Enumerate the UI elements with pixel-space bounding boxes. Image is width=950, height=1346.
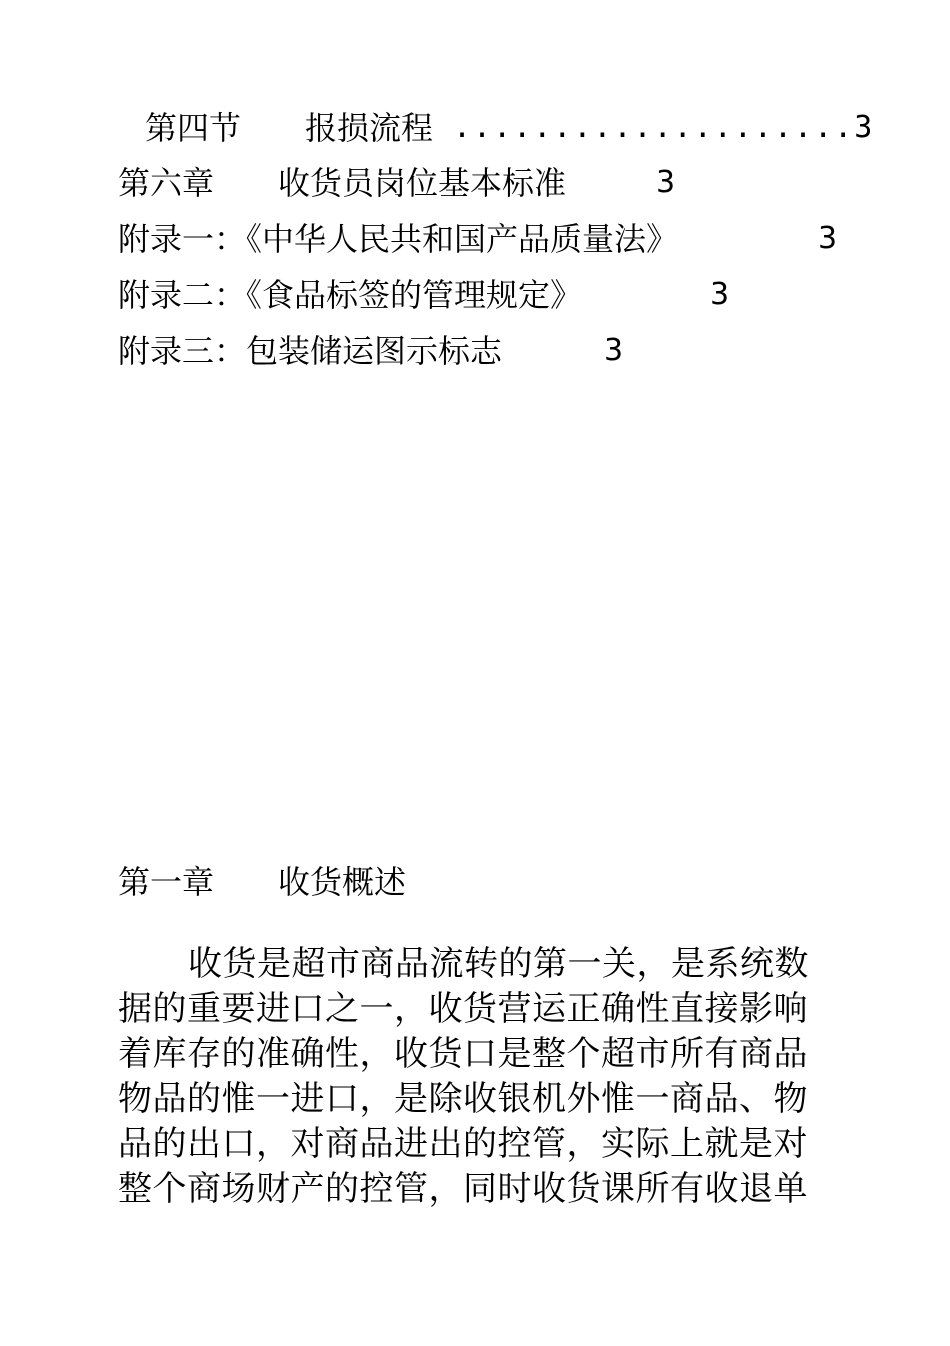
paragraph-line: 收货是超市商品流转的第一关，是系统数 [188, 944, 809, 984]
toc-entry-title: 附录二：《食品标签的管理规定》 [118, 276, 583, 314]
toc-entry-title: 附录三：包装储运图示标志 [118, 332, 503, 370]
toc-entry-title: 第四节 报损流程 [145, 109, 434, 147]
chapter-heading: 第一章 收货概述 [118, 863, 407, 901]
toc-entry-appendix-2 [118, 275, 758, 315]
toc-entry-appendix-1 [118, 219, 848, 259]
paragraph-line: 物品的惟一进口，是除收银机外惟一商品、物 [118, 1079, 808, 1119]
toc-entry-page: 3 [710, 277, 730, 312]
paragraph-line: 着库存的准确性，收货口是整个超市所有商品 [118, 1034, 808, 1074]
body-paragraph [118, 942, 858, 1212]
paragraph-line: 整个商场财产的控管，同时收货课所有收退单 [118, 1169, 808, 1209]
toc-entry-section-4 [145, 108, 875, 148]
toc-entry-title: 第六章 收货员岗位基本标准 [118, 164, 567, 202]
toc-entry-page: 3 [604, 333, 624, 368]
toc-entry-chapter-6 [118, 163, 718, 203]
toc-entry-appendix-3 [118, 331, 658, 371]
toc-entry-page: ....................3 [453, 110, 875, 145]
paragraph-line: 据的重要进口之一，收货营运正确性直接影响 [118, 989, 808, 1029]
toc-entry-page: 3 [656, 165, 676, 200]
toc-entry-title: 附录一：《中华人民共和国产品质量法》 [118, 220, 679, 258]
toc-entry-page: 3 [818, 221, 838, 256]
paragraph-line: 品的出口，对商品进出的控管，实际上就是对 [118, 1124, 808, 1164]
